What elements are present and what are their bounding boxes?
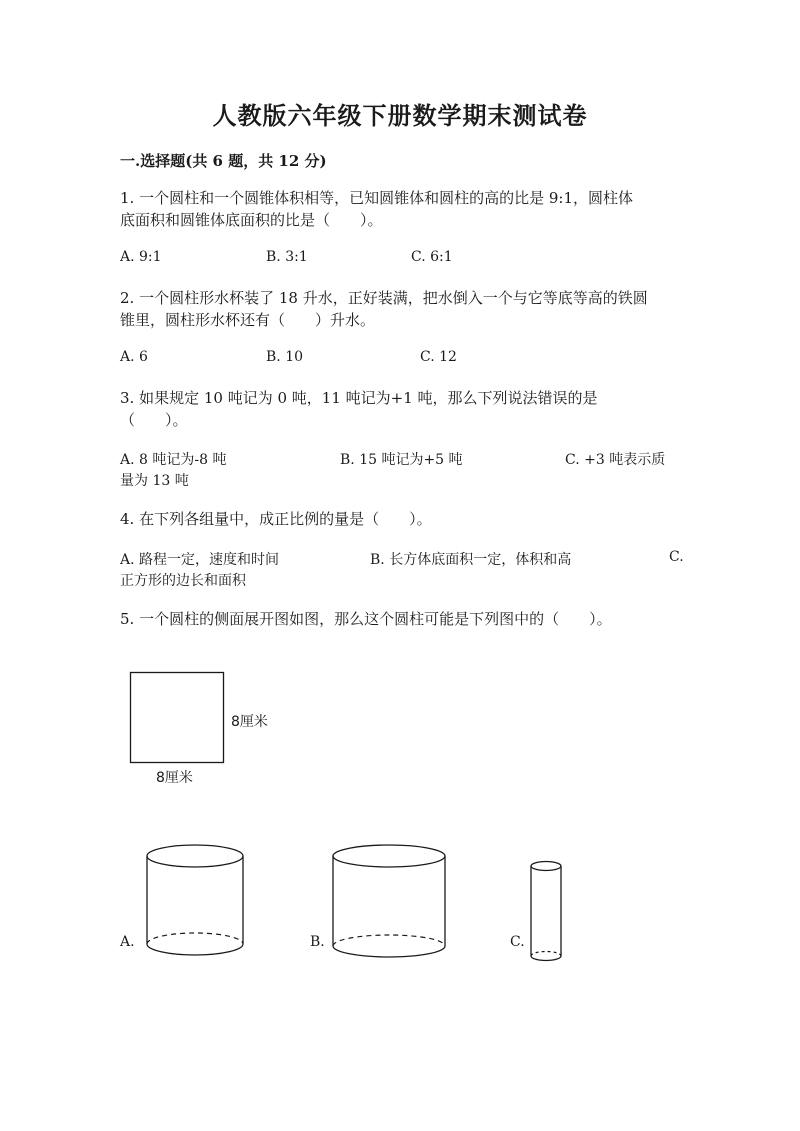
option-a: A. bbox=[120, 934, 135, 950]
option-c: C. +3 吨表示质 bbox=[565, 452, 666, 468]
option-b: B. 长方体底面积一定，体积和高 bbox=[370, 552, 572, 568]
cylinder-top-ellipse bbox=[531, 862, 561, 871]
cylinder-top-ellipse bbox=[147, 845, 243, 867]
option-a: A. 9:1 bbox=[120, 249, 162, 265]
unfolded-side-figure bbox=[110, 660, 310, 800]
option-a: A. 路程一定，速度和时间 bbox=[120, 552, 280, 568]
question-text-line: 2. 一个圆柱形水杯装了 18 升水，正好装满，把水倒入一个与它等底等高的铁圆 bbox=[120, 289, 648, 307]
option-b: B. 10 bbox=[266, 349, 304, 365]
option-c: C. 6:1 bbox=[411, 249, 453, 265]
cylinder-top-ellipse bbox=[333, 845, 445, 867]
option-c: C. bbox=[669, 549, 684, 565]
side-length-label: 8厘米 bbox=[231, 714, 268, 730]
cylinder-a bbox=[140, 838, 250, 968]
option-a: A. 6 bbox=[120, 349, 148, 365]
cylinder-bottom-back-dashed bbox=[531, 952, 561, 957]
square-shape bbox=[131, 673, 224, 763]
cylinder-bottom-front bbox=[333, 946, 445, 957]
cylinder-c bbox=[526, 852, 566, 970]
question-text-line: 3. 如果规定 10 吨记为 0 吨，11 吨记为+1 吨，那么下列说法错误的是 bbox=[120, 389, 598, 407]
section-heading: 一.选择题(共 6 题，共 12 分) bbox=[120, 152, 327, 170]
cylinder-bottom-back-dashed bbox=[147, 933, 243, 944]
option-b: B. 15 吨记为+5 吨 bbox=[340, 452, 463, 468]
question-text-line: 5. 一个圆柱的侧面展开图如图，那么这个圆柱可能是下列图中的（ ）。 bbox=[120, 610, 612, 628]
cylinder-b bbox=[326, 838, 452, 968]
option-c-continued: 量为 13 吨 bbox=[120, 473, 189, 489]
bottom-length-label: 8厘米 bbox=[156, 770, 193, 786]
option-c: C. bbox=[510, 934, 525, 950]
cylinder-bottom-front bbox=[531, 956, 561, 961]
question-text-line: 4. 在下列各组量中，成正比例的量是（ ）。 bbox=[120, 510, 432, 528]
cylinder-bottom-front bbox=[147, 944, 243, 955]
question-text-line: 锥里，圆柱形水杯还有（ ）升水。 bbox=[120, 311, 376, 329]
question-text-line: 1. 一个圆柱和一个圆锥体积相等，已知圆锥体和圆柱的高的比是 9:1，圆柱体 bbox=[120, 189, 633, 207]
option-b: B. bbox=[310, 934, 325, 950]
question-text-line: （ ）。 bbox=[120, 411, 188, 429]
option-b: B. 3:1 bbox=[266, 249, 308, 265]
question-text-line: 底面积和圆锥体底面积的比是（ ）。 bbox=[120, 211, 383, 229]
option-c: C. 12 bbox=[420, 349, 457, 365]
option-a: A. 8 吨记为-8 吨 bbox=[120, 452, 227, 468]
page-title: 人教版六年级下册数学期末测试卷 bbox=[212, 101, 588, 130]
option-c-continued: 正方形的边长和面积 bbox=[120, 573, 246, 589]
cylinder-bottom-back-dashed bbox=[333, 935, 445, 946]
